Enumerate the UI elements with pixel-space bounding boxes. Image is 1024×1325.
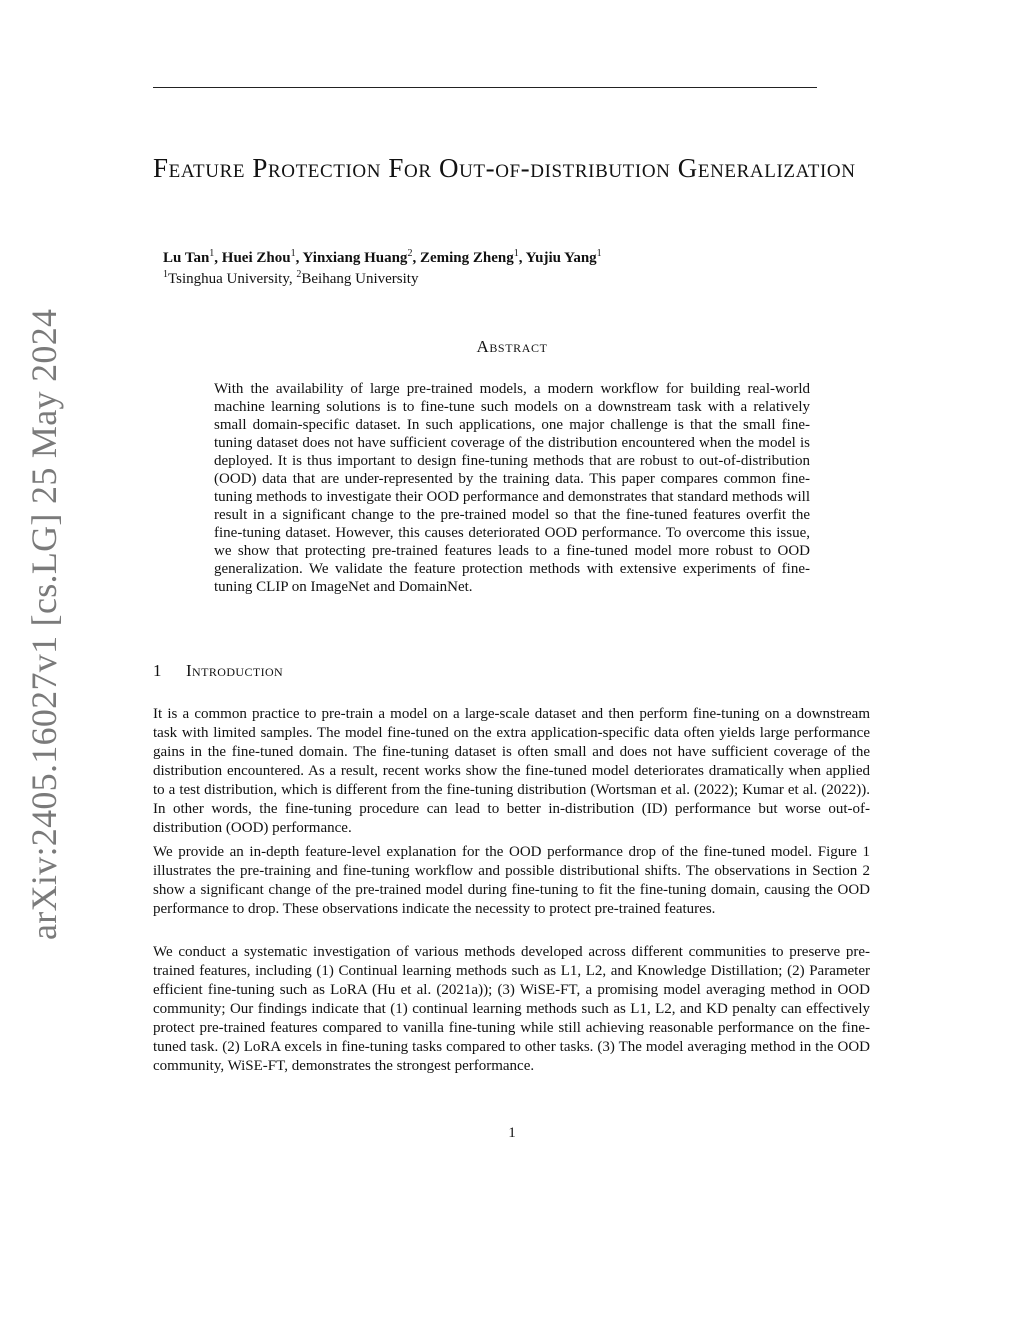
author-separator: , [518, 250, 526, 266]
affiliation-separator: , [288, 271, 297, 287]
author-name: Yinxiang Huang [302, 250, 408, 266]
author-affiliation-mark: 1 [513, 248, 519, 259]
intro-paragraph: We provide an in-depth feature-level explanation for the OOD performance drop of the fine-tuned model. Figure 1 illustrates the pre-training and fine-tuning workflow and possible distributional shifts. The observations in Section 2 show a significant change of the pre-trained model during fine-tuning to fit the fine-tuning domain, causing the OOD performance to drop. These observations indicate the necessity to protect pre-trained features. [153, 844, 870, 917]
author-affiliation-mark: 1 [209, 248, 215, 259]
author [163, 250, 222, 266]
author-affiliation-mark: 1 [290, 248, 296, 259]
abstract-heading: Abstract [476, 337, 548, 356]
affiliation-list [163, 269, 418, 289]
author [420, 250, 526, 266]
section-heading-introduction [153, 660, 283, 682]
author-name: Huei Zhou [221, 250, 291, 266]
author-name: Yujiu Yang [525, 250, 597, 266]
author-affiliation-mark: 1 [596, 248, 602, 259]
intro-paragraph: We conduct a systematic investigation of various methods developed across different communities to preserve pre-trained features, including (1) Continual learning methods such as L1, L2, and Knowledge Distillation; (2) Parameter efficient fine-tuning such as LoRA (Hu et al. (2021a)); (3) WiSE-FT, a promising model averaging method in OOD community; Our findings indicate that (1) continual learning methods such as L1, L2, and KD penalty can effectively protect pre-trained features compared to vanilla fine-tuning while still achieving reasonable performance on the fine-tuned task. (2) LoRA excels in fine-tuning tasks compared to other tasks. (3) The model averaging method in the OOD community, WiSE-FT, demonstrates the strongest performance. [153, 944, 870, 1074]
arxiv-identifier-stamp[interactable]: arXiv:2405.16027v1 [cs.LG] 25 May 2024 [24, 308, 64, 940]
author-affiliation-mark: 2 [407, 248, 413, 259]
affiliation-mark: 2 [296, 269, 302, 280]
intro-paragraph: It is a common practice to pre-train a model on a large-scale dataset and then perform fine-tuning on a downstream task with limited samples. The model fine-tuned on the extra application-specific data often yields large performance gains in the fine-tuned domain. The fine-tuning dataset is often small and does not have sufficient coverage of the distribution encountered. As a result, recent works show the fine-tuned model deteriorates dramatically when applied to a test distribution, which is different from the fine-tuning distribution (Wortsman et al. (2022); Kumar et al. (2022)). In other words, the fine-tuning procedure can lead to better in-distribution (ID) performance but worse out-of-distribution (OOD) performance. [153, 706, 870, 836]
author-name: Lu Tan [163, 250, 210, 266]
author [526, 250, 602, 266]
paper-title: Feature Protection For Out-of-distribution Generalization [153, 153, 856, 183]
page-number: 1 [508, 1125, 516, 1141]
author [222, 250, 303, 266]
author-separator: , [295, 250, 303, 266]
affiliation-name: Beihang University [301, 271, 419, 287]
section-number: 1 [153, 661, 162, 680]
author-separator: , [412, 250, 420, 266]
author [303, 250, 420, 266]
affiliation-name: Tsinghua University [168, 271, 289, 287]
author-separator: , [214, 250, 222, 266]
author-list [163, 248, 602, 268]
affiliation-mark: 1 [163, 269, 168, 280]
abstract-text: With the availability of large pre-trained models, a modern workflow for building real-world machine learning solutions is to fine-tune such models on a downstream task with a relatively small domain-specific dataset. In such applications, one major challenge is that the small fine-tuning dataset does not have sufficient coverage of the distribution encountered when the model is deployed. It is thus important to design fine-tuning methods that are robust to out-of-distribution (OOD) data that are under-represented by the training data. This paper compares common fine-tuning methods to investigate their OOD performance and demonstrates that standard methods will result in a significant change to the pre-trained model so that the fine-tuned features overfit the fine-tuning dataset. However, this causes deteriorated OOD performance. To overcome this issue, we show that protecting pre-trained features leads to a fine-tuned model more robust to OOD generalization. We validate the feature protection methods with extensive experiments of fine-tuning CLIP on ImageNet and DomainNet. [214, 381, 810, 595]
author-name: Zeming Zheng [419, 250, 514, 266]
section-title: Introduction [186, 661, 284, 680]
top-rule [153, 87, 817, 88]
